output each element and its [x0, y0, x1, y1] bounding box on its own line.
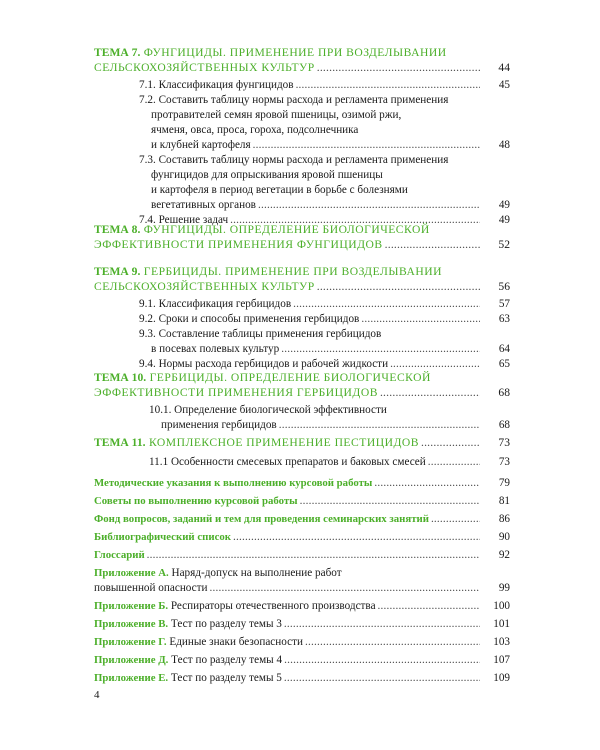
appendix-label: Приложение В.	[94, 618, 169, 630]
toc-item-text: 7.3. Составить таблицу нормы расхода и регламента применения	[139, 154, 449, 166]
dot-leader	[279, 418, 480, 433]
page-number: 68	[498, 386, 510, 399]
toc-section	[94, 476, 510, 491]
toc-section	[94, 512, 510, 527]
dot-leader	[253, 138, 480, 153]
dot-leader	[385, 237, 480, 252]
toc-item-text: ячменя, овса, проса, гороха, подсолнечника	[151, 124, 359, 136]
page-number: 64	[498, 343, 510, 355]
theme-title-line1: ГЕРБИЦИДЫ. ПРИМЕНЕНИЕ ПРИ ВОЗДЕЛЫВАНИИ	[143, 265, 442, 278]
toc-theme-11	[94, 435, 510, 470]
dot-leader	[300, 494, 480, 509]
dot-leader	[293, 297, 480, 312]
theme-title-line2: СЕЛЬСКОХОЗЯЙСТВЕННЫХ КУЛЬТУР	[94, 280, 315, 293]
page-number: 100	[493, 600, 510, 612]
toc-appendix	[94, 635, 510, 650]
toc-item-text: 7.4. Решение задач	[139, 214, 229, 226]
toc-item	[139, 312, 510, 327]
toc-theme-9	[94, 264, 510, 372]
page-number: 63	[498, 313, 510, 325]
toc-theme-8	[94, 222, 510, 252]
appendix-label: Приложение А.	[94, 567, 169, 579]
page-number: 68	[498, 419, 510, 431]
page-number: 52	[498, 238, 510, 251]
page-number: 92	[498, 549, 510, 561]
appendix-label: Приложение Е.	[94, 672, 169, 684]
page-number: 49	[498, 214, 510, 226]
dot-leader	[378, 599, 480, 614]
toc-sections	[94, 476, 510, 566]
page-number: 73	[498, 436, 510, 449]
theme-label: ТЕМА 9.	[94, 265, 141, 278]
toc-theme-10	[94, 370, 510, 433]
toc-item-text: 9.3. Составление таблицы применения гербицидов	[139, 328, 382, 340]
appendix-text: Тест по разделу темы 3	[170, 618, 282, 630]
dot-leader	[317, 60, 480, 75]
page-number: 44	[498, 61, 510, 74]
toc-item-text: и клубней картофеля	[151, 139, 251, 151]
section-label: Советы по выполнению курсовой работы	[94, 495, 298, 507]
toc-appendix	[94, 599, 510, 614]
dot-leader	[233, 530, 480, 545]
page-number: 107	[493, 654, 510, 666]
theme-label: ТЕМА 7.	[94, 46, 141, 59]
toc-theme-7	[94, 45, 510, 228]
toc-item-text: фунгицидов для опрыскивания яровой пшеницы	[151, 169, 383, 181]
page-number: 81	[498, 495, 510, 507]
dot-leader	[431, 512, 480, 527]
toc-item	[149, 403, 510, 433]
toc-item-text: 7.1. Классификация фунгицидов	[139, 79, 294, 91]
section-label: Библиографический список	[94, 531, 231, 543]
theme-title-line2: ЭФФЕКТИВНОСТИ ПРИМЕНЕНИЯ ГЕРБИЦИДОВ	[94, 386, 378, 399]
toc-item-text: 9.4. Нормы расхода гербицидов и рабочей жидкости	[139, 358, 389, 370]
dot-leader	[305, 635, 480, 650]
dot-leader	[421, 435, 480, 450]
section-label: Глоссарий	[94, 549, 145, 561]
theme-title-line1: ФУНГИЦИДЫ. ПРИМЕНЕНИЕ ПРИ ВОЗДЕЛЫВАНИИ	[143, 46, 447, 59]
appendix-text: Тест по разделу темы 4	[171, 654, 283, 666]
page-number: 49	[498, 199, 510, 211]
appendix-text: Единые знаки безопасности	[169, 636, 303, 648]
dot-leader	[284, 653, 480, 668]
page-number: 103	[493, 636, 510, 648]
appendix-text: Наряд-допуск на выполнение работ	[171, 567, 342, 579]
toc-item-text: в посевах полевых культур	[151, 343, 280, 355]
toc-item-text: 10.1. Определение биологической эффективности	[149, 404, 387, 416]
dot-leader	[210, 581, 480, 596]
toc-section	[94, 494, 510, 509]
toc-item-text: вегетативных органов	[151, 199, 256, 211]
theme-label: ТЕМА 10.	[94, 371, 147, 384]
page-number: 90	[498, 531, 510, 543]
page-number: 65	[498, 358, 510, 370]
theme-title-line2: СЕЛЬСКОХОЗЯЙСТВЕННЫХ КУЛЬТУР	[94, 61, 315, 74]
toc-item-text: и картофеля в период вегетации в борьбе с болезнями	[151, 184, 408, 196]
appendix-text: Тест по разделу темы 5	[170, 672, 282, 684]
theme-title-line1: КОМПЛЕКСНОЕ ПРИМЕНЕНИЕ ПЕСТИЦИДОВ	[148, 436, 419, 449]
page-number: 57	[498, 298, 510, 310]
toc-item-text: 7.2. Составить таблицу нормы расхода и регламента применения	[139, 94, 449, 106]
theme-title-line1: ГЕРБИЦИДЫ. ОПРЕДЕЛЕНИЕ БИОЛОГИЧЕСКОЙ	[149, 371, 431, 384]
toc-item-text: 9.2. Сроки и способы применения гербицидов	[139, 313, 360, 325]
dot-leader	[380, 385, 480, 400]
appendix-text: Респираторы отечественного производства	[170, 600, 376, 612]
toc-item	[139, 93, 510, 153]
page-number: 48	[498, 139, 510, 151]
theme-title-line1: ФУНГИЦИДЫ. ОПРЕДЕЛЕНИЕ БИОЛОГИЧЕСКОЙ	[143, 223, 430, 236]
dot-leader	[281, 342, 480, 357]
theme-title-line2: ЭФФЕКТИВНОСТИ ПРИМЕНЕНИЯ ФУНГИЦИДОВ	[94, 238, 383, 251]
dot-leader	[428, 455, 480, 470]
dot-leader	[258, 198, 480, 213]
dot-leader	[361, 312, 480, 327]
page-number: 56	[498, 280, 510, 293]
toc-item-text: протравителей семян яровой пшеницы, озимой ржи,	[151, 109, 402, 121]
section-label: Фонд вопросов, заданий и тем для проведения семинарских занятий	[94, 513, 429, 525]
dot-leader	[374, 476, 480, 491]
page-number: 79	[498, 477, 510, 489]
page-footer-number: 4	[94, 689, 100, 701]
theme-label: ТЕМА 11.	[94, 436, 146, 449]
dot-leader	[284, 671, 480, 686]
toc-appendix	[94, 671, 510, 686]
toc-item	[149, 455, 510, 470]
toc-appendices	[94, 566, 510, 689]
toc-appendix	[94, 617, 510, 632]
theme-label: ТЕМА 8.	[94, 223, 141, 236]
page-number: 73	[498, 456, 510, 468]
appendix-label: Приложение Д.	[94, 654, 169, 666]
toc-item	[139, 327, 510, 357]
toc-item-text: 11.1 Особенности смесевых препаратов и баковых смесей	[149, 456, 426, 468]
dot-leader	[317, 279, 480, 294]
dot-leader	[296, 78, 480, 93]
page-number: 109	[493, 672, 510, 684]
toc-item-text: применения гербицидов	[161, 419, 277, 431]
toc-item	[139, 297, 510, 312]
page-number: 99	[498, 582, 510, 594]
appendix-label: Приложение Г.	[94, 636, 167, 648]
toc-section	[94, 530, 510, 545]
section-label: Методические указания к выполнению курсовой работы	[94, 477, 373, 489]
dot-leader	[284, 617, 480, 632]
dot-leader	[147, 548, 480, 563]
appendix-text: повышенной опасности	[94, 582, 208, 594]
toc-appendix	[94, 566, 510, 596]
toc-appendix	[94, 653, 510, 668]
toc-section	[94, 548, 510, 563]
toc-item	[139, 78, 510, 93]
page-number: 101	[493, 618, 510, 630]
toc-item-text: 9.1. Классификация гербицидов	[139, 298, 292, 310]
page-number: 45	[498, 79, 510, 91]
page-number: 86	[498, 513, 510, 525]
toc-item	[139, 153, 510, 213]
appendix-label: Приложение Б.	[94, 600, 169, 612]
